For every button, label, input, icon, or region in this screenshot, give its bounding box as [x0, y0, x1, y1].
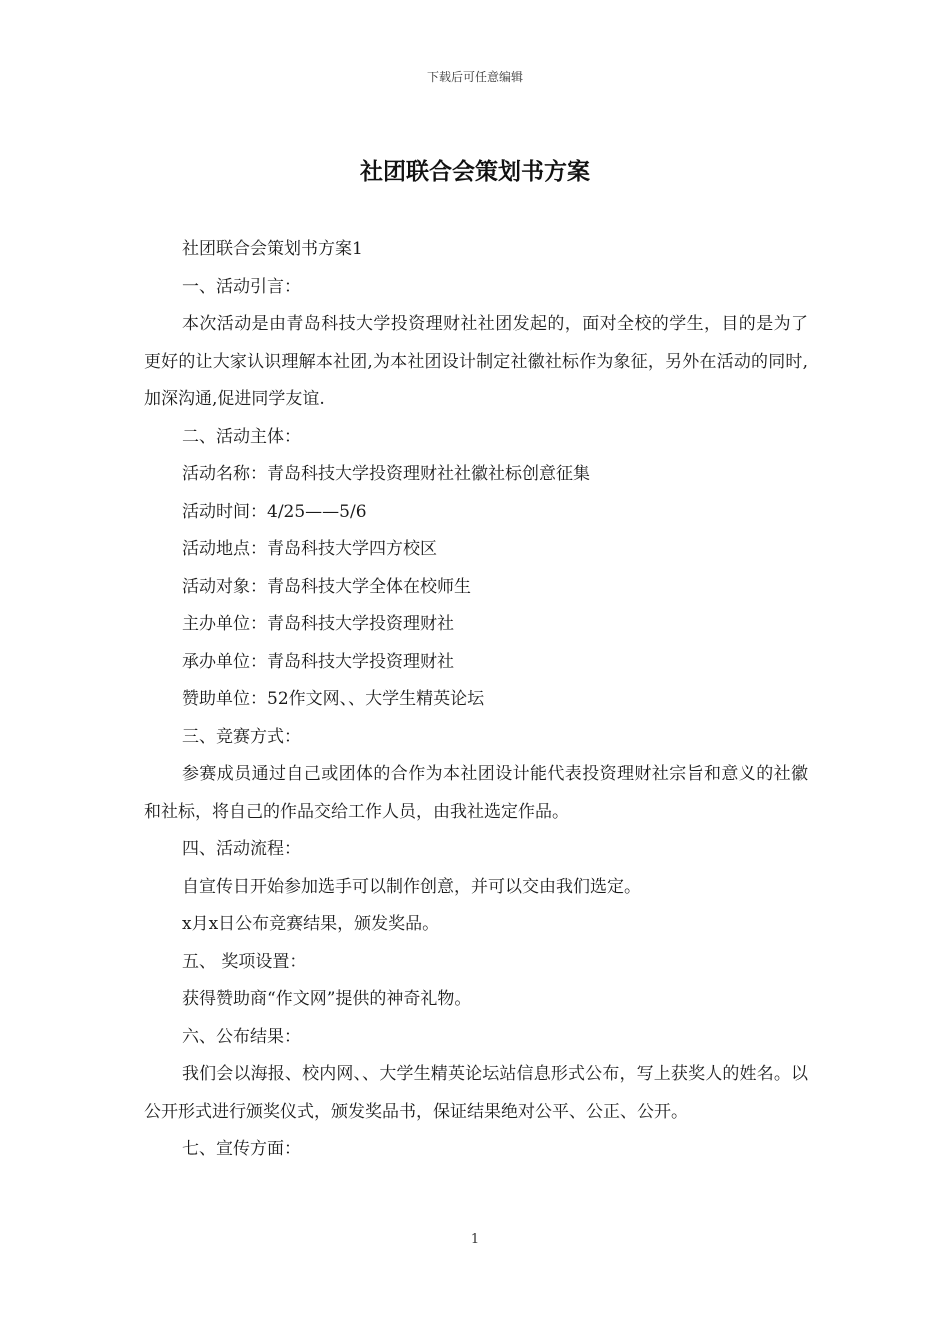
- paragraph-heading-1: 社团联合会策划书方案1: [182, 239, 363, 259]
- organizer: 主办单位：青岛科技大学投资理财社: [182, 614, 454, 634]
- section-heading-results: 六、公布结果：: [182, 1026, 301, 1047]
- process-step-2: x月x日公布竞赛结果，颁发奖品。: [182, 914, 440, 934]
- co-organizer: 承办单位：青岛科技大学投资理财社: [182, 651, 454, 672]
- header-note: 下载后可任意编辑: [426, 70, 523, 84]
- section-heading-process: 四、活动流程：: [182, 839, 301, 859]
- section-heading-publicity: 七、宣传方面：: [182, 1139, 301, 1159]
- section-heading-awards: 五、 奖项设置：: [182, 951, 307, 972]
- section-heading-method: 三、竞赛方式：: [182, 726, 301, 747]
- document-title: 社团联合会策划书方案: [360, 158, 590, 185]
- activity-name: 活动名称：青岛科技大学投资理财社社徽社标创意征集: [182, 464, 590, 484]
- paragraph-method: 参赛成员通过自己或团体的合作为本社团设计能代表投资理财社宗旨和意义的社徽和社标，将自己的作品交给工作人员，由我社选定作品。: [144, 764, 808, 822]
- page-number: 1: [470, 1232, 480, 1247]
- activity-audience: 活动对象：青岛科技大学全体在校师生: [182, 576, 471, 597]
- activity-location: 活动地点：青岛科技大学四方校区: [182, 539, 437, 559]
- paragraph-awards: 获得赞助商“作文网”提供的神奇礼物。: [182, 989, 472, 1009]
- sponsor: 赞助单位：52作文网、、大学生精英论坛: [182, 689, 485, 709]
- paragraph-intro: 本次活动是由青岛科技大学投资理财社社团发起的，面对全校的学生，目的是为了更好的让大家认识理解本社团,为本社团设计制定社徽社标作为象征，另外在活动的同时,加深沟通,促进同学友谊.: [144, 314, 808, 409]
- process-step-1: 自宣传日开始参加选手可以制作创意，并可以交由我们选定。: [182, 876, 641, 897]
- paragraph-results: 我们会以海报、校内网、、大学生精英论坛站信息形式公布，写上获奖人的姓名。以公开形式进行颁奖仪式，颁发奖品书，保证结果绝对公平、公正、公开。: [144, 1064, 808, 1122]
- activity-time: 活动时间：4/25——5/6: [182, 501, 367, 522]
- section-heading-subject: 二、活动主体：: [182, 426, 301, 447]
- section-heading-intro: 一、活动引言：: [182, 276, 301, 297]
- document-body: [144, 231, 808, 1169]
